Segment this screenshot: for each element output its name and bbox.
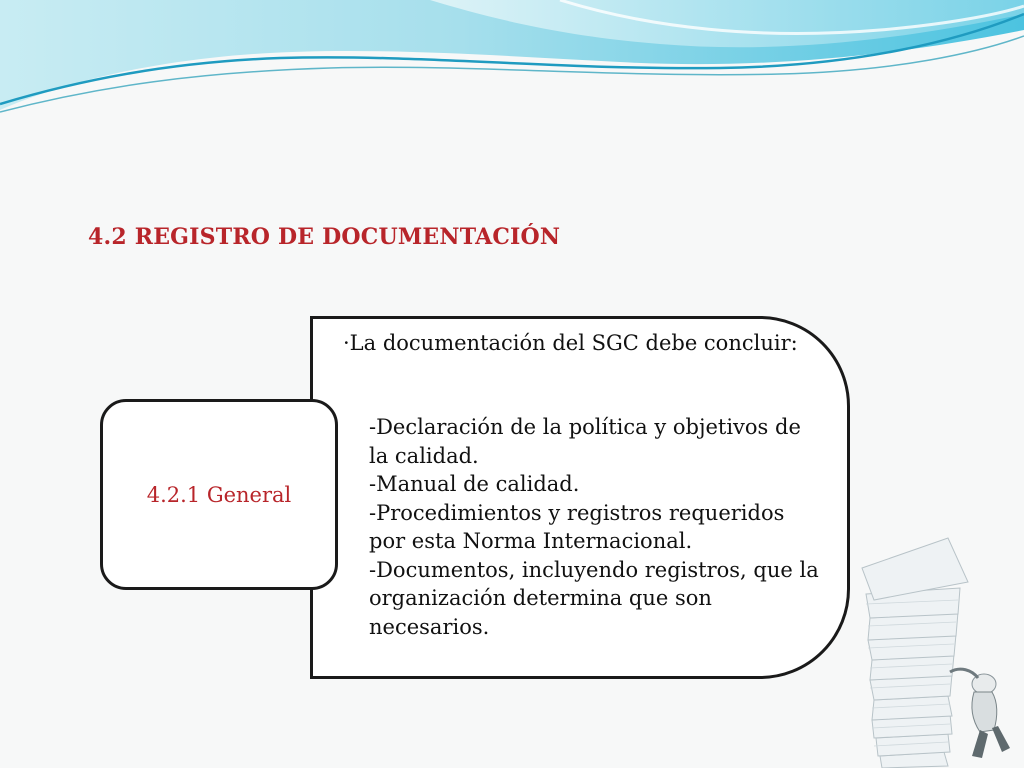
- slide-title: 4.2 REGISTRO DE DOCUMENTACIÓN: [88, 224, 561, 250]
- list-item: -Declaración de la política y objetivos de la calidad.: [369, 415, 801, 468]
- list-item: -Documentos, incluyendo registros, que la organización determina que son necesarios.: [369, 557, 819, 639]
- content-box: [310, 316, 850, 679]
- intro-text: ·La documentación del SGC debe concluir:: [343, 331, 798, 355]
- requirements-list: [369, 413, 819, 641]
- paper-stack-icon: [852, 530, 1024, 768]
- section-label: 4.2.1 General: [146, 482, 292, 507]
- header-wave-banner: [0, 0, 1024, 140]
- section-label-box: [100, 399, 338, 590]
- list-item: -Procedimientos y registros requeridos por esta Norma Internacional.: [369, 500, 785, 553]
- list-item: -Manual de calidad.: [369, 472, 580, 496]
